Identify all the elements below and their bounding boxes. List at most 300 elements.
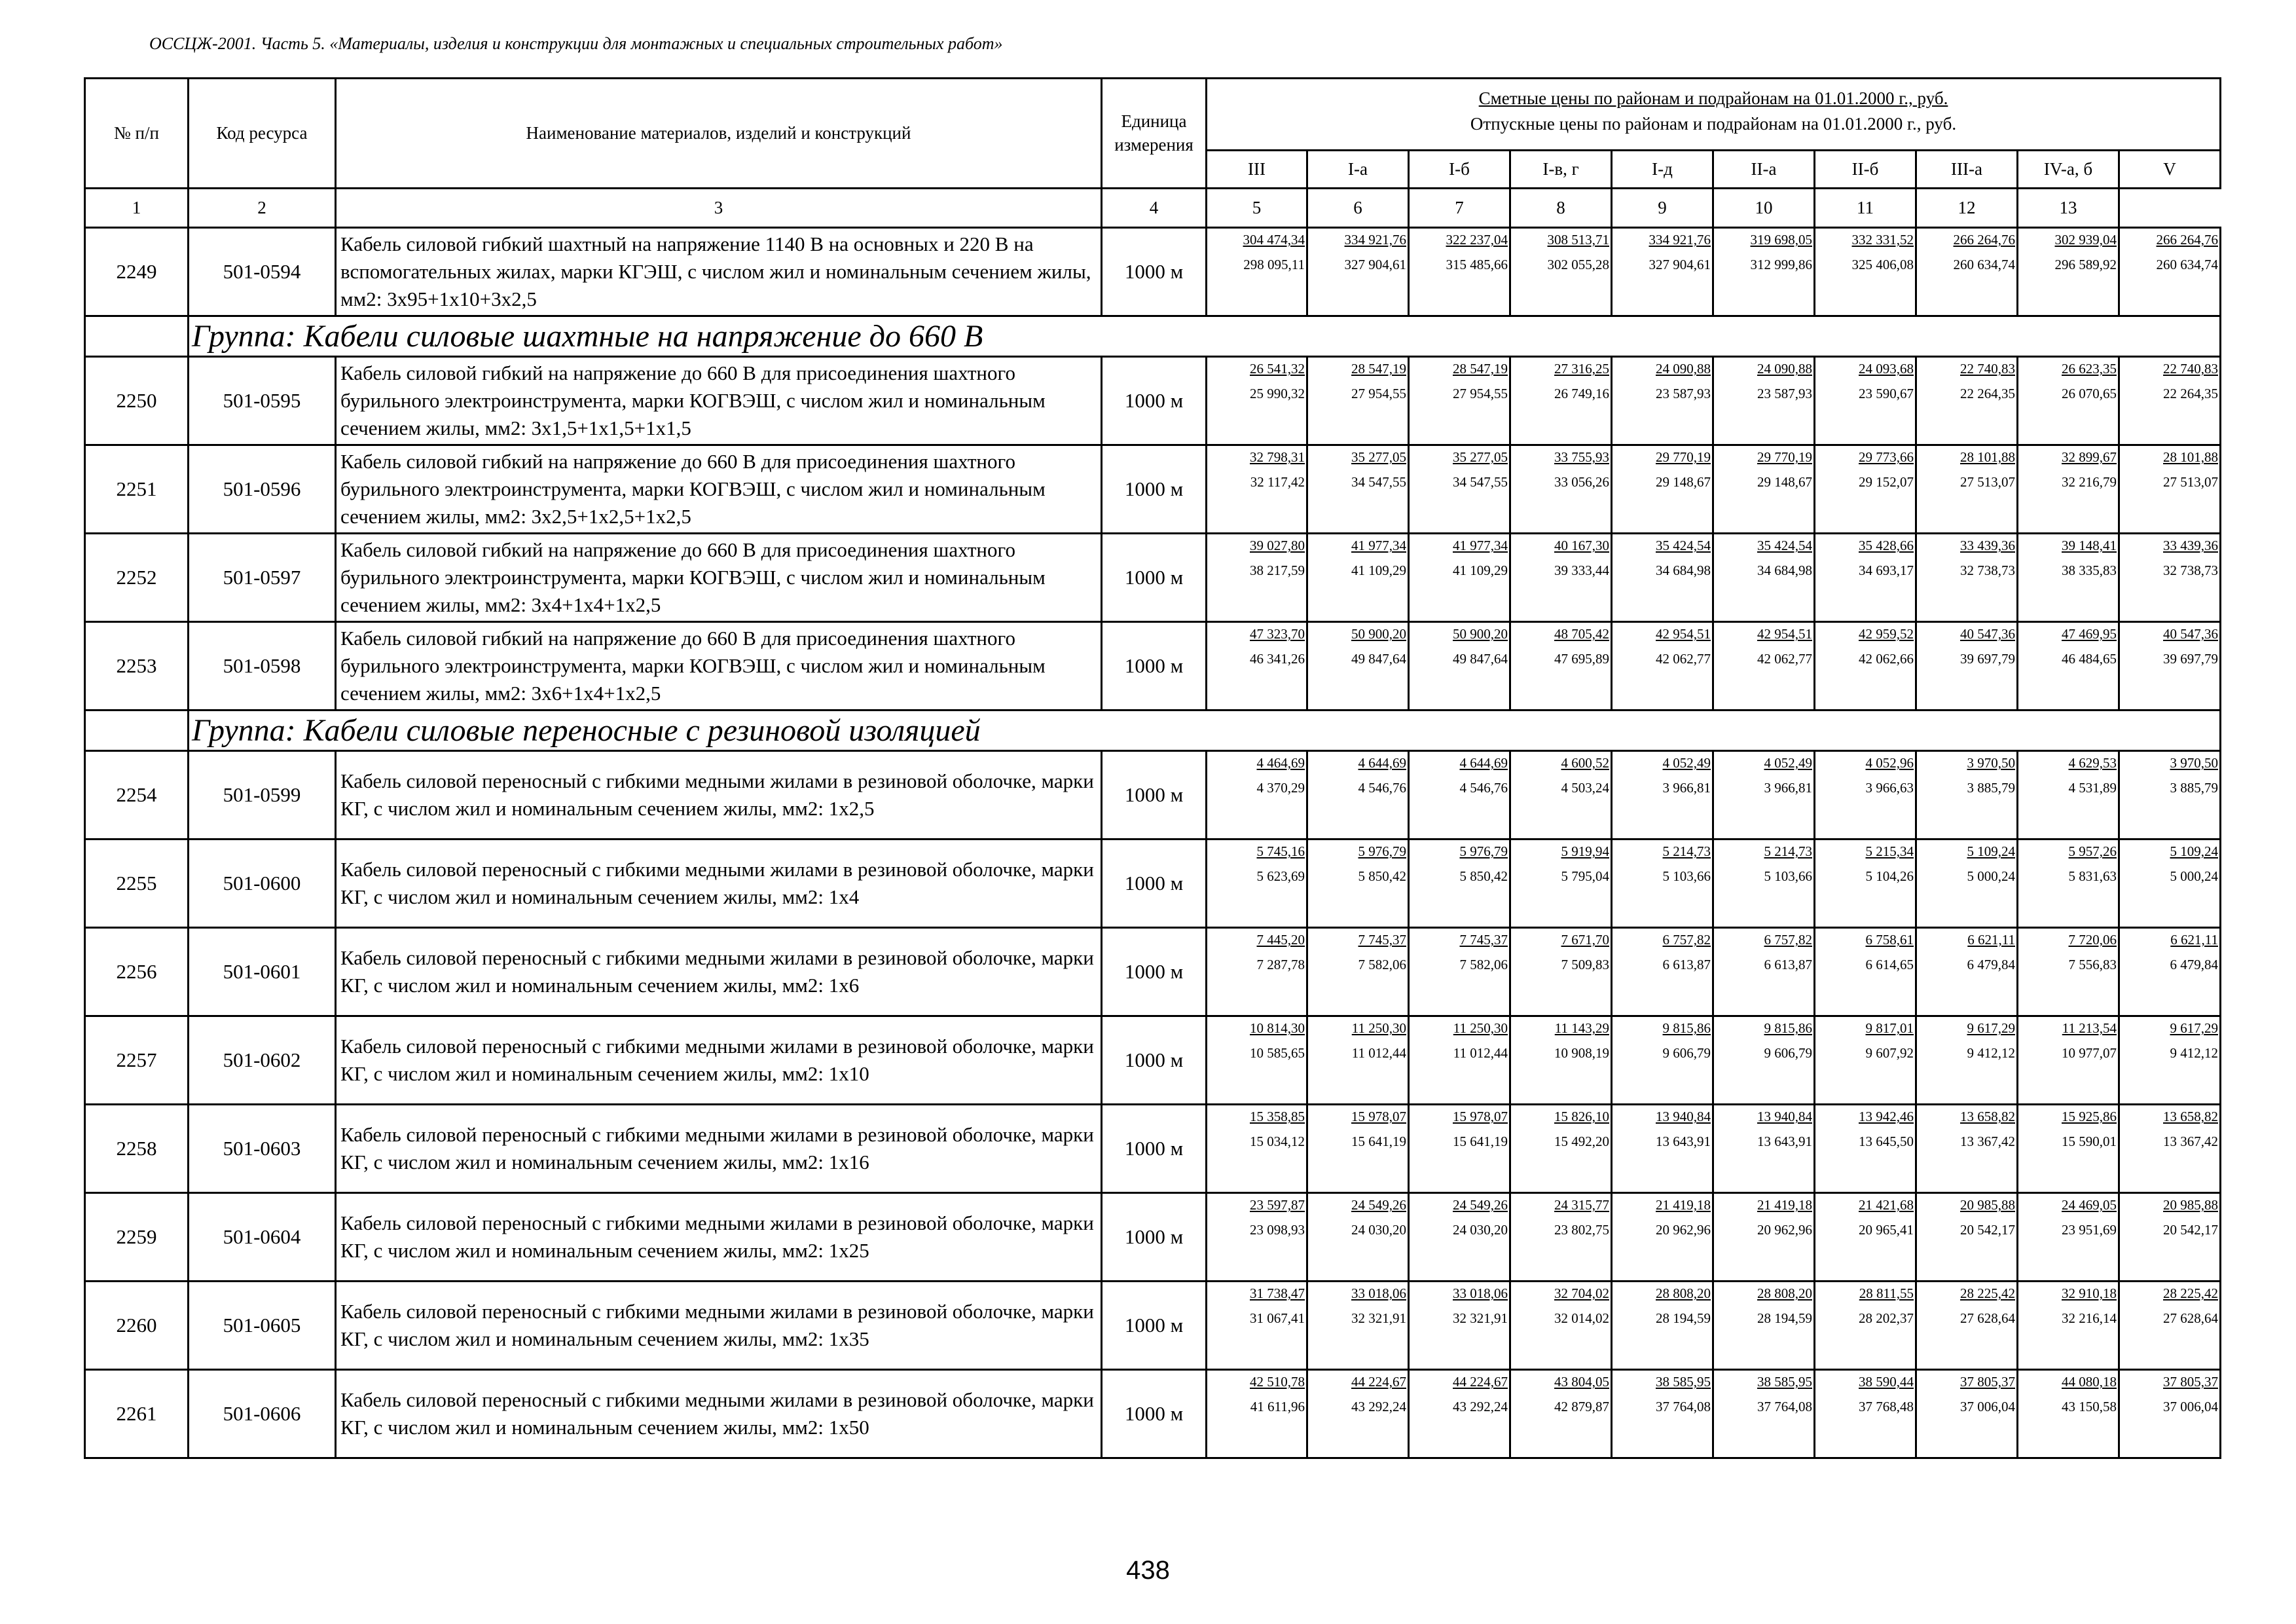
estimated-price: 28 808,20 xyxy=(1757,1285,1812,1301)
estimated-price: 24 090,88 xyxy=(1656,361,1711,377)
price-cell xyxy=(1510,228,1612,316)
document-header: ОССЦЖ-2001. Часть 5. «Материалы, изделия и конструкции для монтажных и специальных строительных работ» xyxy=(149,34,1003,53)
wholesale-price: 23 590,67 xyxy=(1859,386,1914,401)
item-number: 2260 xyxy=(85,1282,189,1370)
wholesale-price: 5 795,04 xyxy=(1561,868,1609,884)
column-number: 10 xyxy=(1713,189,1815,228)
wholesale-price: 5 103,66 xyxy=(1764,868,1812,884)
price-cell xyxy=(2018,445,2119,534)
wholesale-price: 34 547,55 xyxy=(1351,474,1406,490)
estimated-price: 32 704,02 xyxy=(1554,1285,1609,1301)
table-row xyxy=(85,1016,2221,1105)
estimated-price: 322 237,04 xyxy=(1446,232,1508,248)
estimated-price: 42 954,51 xyxy=(1757,626,1812,642)
estimated-price: 11 143,29 xyxy=(1554,1020,1609,1036)
estimated-price: 23 597,87 xyxy=(1250,1197,1305,1213)
price-cell xyxy=(2119,1370,2221,1458)
estimated-price: 38 590,44 xyxy=(1859,1374,1914,1390)
header-name: Наименование материалов, изделий и конструкций xyxy=(336,79,1102,189)
wholesale-price: 37 764,08 xyxy=(1757,1399,1812,1414)
price-cell xyxy=(1409,928,1510,1016)
estimated-price: 37 805,37 xyxy=(1960,1374,2015,1390)
wholesale-price: 13 367,42 xyxy=(1960,1134,2015,1149)
estimated-price: 24 315,77 xyxy=(1554,1197,1609,1213)
wholesale-price: 6 479,84 xyxy=(1967,957,2015,972)
wholesale-price: 5 000,24 xyxy=(1967,868,2015,884)
estimated-price: 21 419,18 xyxy=(1757,1197,1812,1213)
price-cell xyxy=(2119,1193,2221,1282)
wholesale-price: 20 962,96 xyxy=(1757,1222,1812,1238)
wholesale-price: 298 095,11 xyxy=(1243,257,1305,272)
estimated-price: 37 805,37 xyxy=(2163,1374,2218,1390)
table-row xyxy=(85,928,2221,1016)
item-number: 2258 xyxy=(85,1105,189,1193)
item-name: Кабель силовой гибкий шахтный на напряжение 1140 В на основных и 220 В на вспомогательных жилах, марки КГЭШ, с числом жил и номинальным сечением жилы, мм2: 3х95+1х10+3х2,5 xyxy=(336,228,1102,316)
item-name: Кабель силовой переносный с гибкими медными жилами в резиновой оболочке, марки КГ, с числом жил и номинальным сечением жилы, мм2: 1х50 xyxy=(336,1370,1102,1458)
price-cell xyxy=(1409,1016,1510,1105)
wholesale-price: 26 749,16 xyxy=(1554,386,1609,401)
estimated-price: 39 027,80 xyxy=(1250,538,1305,553)
resource-code: 501-0601 xyxy=(189,928,336,1016)
price-cell xyxy=(2119,622,2221,710)
estimated-price: 42 959,52 xyxy=(1859,626,1914,642)
item-name: Кабель силовой гибкий на напряжение до 660 В для присоединения шахтного бурильного электроинструмента, марки КОГВЭШ, с числом жил и номинальным сечением жилы, мм2: 3х6+1х4+1х2,5 xyxy=(336,622,1102,710)
estimated-price: 33 018,06 xyxy=(1453,1285,1508,1301)
wholesale-price: 43 292,24 xyxy=(1351,1399,1406,1414)
estimated-price: 40 167,30 xyxy=(1554,538,1609,553)
wholesale-price: 20 965,41 xyxy=(1859,1222,1914,1238)
price-cell xyxy=(1207,228,1307,316)
wholesale-price: 9 606,79 xyxy=(1662,1045,1711,1061)
estimated-price: 334 921,76 xyxy=(1344,232,1406,248)
price-cell xyxy=(1409,1282,1510,1370)
wholesale-price: 23 587,93 xyxy=(1656,386,1711,401)
region-header: I-в, г xyxy=(1510,151,1612,189)
wholesale-price: 5 831,63 xyxy=(2068,868,2117,884)
price-cell xyxy=(1815,357,1916,445)
price-cell xyxy=(1307,1282,1409,1370)
price-cell xyxy=(1409,357,1510,445)
price-cell xyxy=(2018,622,2119,710)
price-cell xyxy=(1916,1105,2018,1193)
price-cell xyxy=(1207,928,1307,1016)
price-cell xyxy=(1510,534,1612,622)
wholesale-price: 49 847,64 xyxy=(1351,651,1406,667)
estimated-price: 35 424,54 xyxy=(1656,538,1711,553)
estimated-price: 20 985,88 xyxy=(2163,1197,2218,1213)
estimated-price: 15 826,10 xyxy=(1554,1109,1609,1124)
unit: 1000 м xyxy=(1102,1105,1207,1193)
price-cell xyxy=(1510,622,1612,710)
wholesale-price: 32 014,02 xyxy=(1554,1310,1609,1326)
column-number: 4 xyxy=(1102,189,1207,228)
price-cell xyxy=(2119,1016,2221,1105)
price-cell xyxy=(2018,1105,2119,1193)
estimated-price: 26 623,35 xyxy=(2062,361,2117,377)
estimated-price: 7 445,20 xyxy=(1256,932,1305,948)
price-cell xyxy=(1713,534,1815,622)
page-number: 438 xyxy=(1126,1556,1170,1585)
price-cell xyxy=(1307,928,1409,1016)
wholesale-price: 28 194,59 xyxy=(1757,1310,1812,1326)
wholesale-price: 15 641,19 xyxy=(1453,1134,1508,1149)
estimated-price: 5 109,24 xyxy=(1967,843,2015,859)
estimated-price: 40 547,36 xyxy=(2163,626,2218,642)
header-code: Код ресурса xyxy=(189,79,336,189)
wholesale-price: 325 406,08 xyxy=(1851,257,1914,272)
estimated-price: 33 439,36 xyxy=(2163,538,2218,553)
estimated-price: 41 977,34 xyxy=(1453,538,1508,553)
price-cell xyxy=(1815,228,1916,316)
wholesale-price: 7 582,06 xyxy=(1358,957,1406,972)
price-cell xyxy=(1510,928,1612,1016)
wholesale-price: 37 768,48 xyxy=(1859,1399,1914,1414)
wholesale-price: 23 802,75 xyxy=(1554,1222,1609,1238)
wholesale-price: 34 693,17 xyxy=(1859,563,1914,578)
table-row xyxy=(85,357,2221,445)
item-number: 2257 xyxy=(85,1016,189,1105)
estimated-price: 13 658,82 xyxy=(1960,1109,2015,1124)
estimated-price: 13 658,82 xyxy=(2163,1109,2218,1124)
header-unit: Единица измерения xyxy=(1102,79,1207,189)
wholesale-price: 43 150,58 xyxy=(2062,1399,2117,1414)
estimated-price: 13 942,46 xyxy=(1859,1109,1914,1124)
price-cell xyxy=(1612,445,1713,534)
estimated-price: 9 815,86 xyxy=(1662,1020,1711,1036)
estimated-price: 11 250,30 xyxy=(1351,1020,1406,1036)
wholesale-price: 24 030,20 xyxy=(1351,1222,1406,1238)
wholesale-price: 7 556,83 xyxy=(2068,957,2117,972)
estimated-price: 308 513,71 xyxy=(1547,232,1609,248)
resource-code: 501-0604 xyxy=(189,1193,336,1282)
estimated-price: 9 815,86 xyxy=(1764,1020,1812,1036)
wholesale-price: 34 547,55 xyxy=(1453,474,1508,490)
price-cell xyxy=(1207,751,1307,840)
wholesale-price: 5 104,26 xyxy=(1865,868,1914,884)
wholesale-price: 11 012,44 xyxy=(1351,1045,1406,1061)
price-cell xyxy=(1612,751,1713,840)
estimated-price: 44 080,18 xyxy=(2062,1374,2117,1390)
estimated-price: 28 101,88 xyxy=(2163,449,2218,465)
wholesale-price: 5 103,66 xyxy=(1662,868,1711,884)
wholesale-price: 302 055,28 xyxy=(1547,257,1609,272)
wholesale-price: 20 542,17 xyxy=(2163,1222,2218,1238)
unit: 1000 м xyxy=(1102,1370,1207,1458)
price-cell xyxy=(1510,1193,1612,1282)
estimated-price: 33 439,36 xyxy=(1960,538,2015,553)
price-cell xyxy=(2018,1016,2119,1105)
item-number: 2249 xyxy=(85,228,189,316)
estimated-price: 24 549,26 xyxy=(1351,1197,1406,1213)
wholesale-price: 42 062,66 xyxy=(1859,651,1914,667)
wholesale-price: 38 217,59 xyxy=(1250,563,1305,578)
wholesale-price: 4 503,24 xyxy=(1561,780,1609,796)
resource-code: 501-0598 xyxy=(189,622,336,710)
table-row xyxy=(85,534,2221,622)
price-cell xyxy=(1409,228,1510,316)
column-number: 2 xyxy=(189,189,336,228)
estimated-price: 28 225,42 xyxy=(2163,1285,2218,1301)
wholesale-price: 32 321,91 xyxy=(1351,1310,1406,1326)
estimated-price: 5 214,73 xyxy=(1662,843,1711,859)
wholesale-price: 26 070,65 xyxy=(2062,386,2117,401)
table-row xyxy=(85,228,2221,316)
price-cell xyxy=(1815,534,1916,622)
item-name: Кабель силовой гибкий на напряжение до 660 В для присоединения шахтного бурильного электроинструмента, марки КОГВЭШ, с числом жил и номинальным сечением жилы, мм2: 3х1,5+1х1,5+1х1,5 xyxy=(336,357,1102,445)
estimated-price: 24 090,88 xyxy=(1757,361,1812,377)
item-name: Кабель силовой переносный с гибкими медными жилами в резиновой оболочке, марки КГ, с числом жил и номинальным сечением жилы, мм2: 1х2,5 xyxy=(336,751,1102,840)
estimated-price: 334 921,76 xyxy=(1649,232,1711,248)
price-cell xyxy=(1815,1282,1916,1370)
estimated-price: 39 148,41 xyxy=(2062,538,2117,553)
estimated-price: 47 323,70 xyxy=(1250,626,1305,642)
price-cell xyxy=(1510,445,1612,534)
wholesale-price: 13 645,50 xyxy=(1859,1134,1914,1149)
estimated-price: 21 421,68 xyxy=(1859,1197,1914,1213)
price-cell xyxy=(1612,1105,1713,1193)
item-number: 2255 xyxy=(85,840,189,928)
wholesale-price: 7 287,78 xyxy=(1256,957,1305,972)
column-number: 13 xyxy=(2018,189,2119,228)
unit: 1000 м xyxy=(1102,534,1207,622)
price-cell xyxy=(1307,228,1409,316)
price-cell xyxy=(1207,1016,1307,1105)
table-row xyxy=(85,1370,2221,1458)
wholesale-price: 3 966,81 xyxy=(1662,780,1711,796)
header-prices-sub: Отпускные цены по районам и подрайонам на 01.01.2000 г., руб. xyxy=(1470,114,1957,134)
item-name: Кабель силовой переносный с гибкими медными жилами в резиновой оболочке, марки КГ, с числом жил и номинальным сечением жилы, мм2: 1х25 xyxy=(336,1193,1102,1282)
wholesale-price: 15 034,12 xyxy=(1250,1134,1305,1149)
price-cell xyxy=(1510,357,1612,445)
price-cell xyxy=(1207,622,1307,710)
wholesale-price: 10 908,19 xyxy=(1554,1045,1609,1061)
wholesale-price: 39 333,44 xyxy=(1554,563,1609,578)
price-cell xyxy=(1307,1193,1409,1282)
estimated-price: 20 985,88 xyxy=(1960,1197,2015,1213)
price-cell xyxy=(2119,534,2221,622)
wholesale-price: 27 628,64 xyxy=(1960,1310,2015,1326)
price-cell xyxy=(1612,228,1713,316)
estimated-price: 15 978,07 xyxy=(1351,1109,1406,1124)
estimated-price: 15 358,85 xyxy=(1250,1109,1305,1124)
item-number: 2261 xyxy=(85,1370,189,1458)
price-cell xyxy=(1510,840,1612,928)
price-cell xyxy=(2119,1282,2221,1370)
price-cell xyxy=(1612,357,1713,445)
estimated-price: 28 811,55 xyxy=(1859,1285,1914,1301)
estimated-price: 47 469,95 xyxy=(2062,626,2117,642)
column-number: 8 xyxy=(1510,189,1612,228)
price-cell xyxy=(2018,1282,2119,1370)
price-cell xyxy=(2119,928,2221,1016)
wholesale-price: 3 885,79 xyxy=(1967,780,2015,796)
price-cell xyxy=(1510,1105,1612,1193)
estimated-price: 28 808,20 xyxy=(1656,1285,1711,1301)
estimated-price: 4 644,69 xyxy=(1358,755,1406,771)
wholesale-price: 32 216,14 xyxy=(2062,1310,2117,1326)
estimated-price: 4 052,49 xyxy=(1662,755,1711,771)
column-number: 6 xyxy=(1307,189,1409,228)
wholesale-price: 9 412,12 xyxy=(2170,1045,2218,1061)
estimated-price: 4 052,96 xyxy=(1865,755,1914,771)
resource-code: 501-0599 xyxy=(189,751,336,840)
resource-code: 501-0605 xyxy=(189,1282,336,1370)
wholesale-price: 15 492,20 xyxy=(1554,1134,1609,1149)
estimated-price: 43 804,05 xyxy=(1554,1374,1609,1390)
wholesale-price: 37 006,04 xyxy=(2163,1399,2218,1414)
column-number: 11 xyxy=(1815,189,1916,228)
estimated-price: 13 940,84 xyxy=(1656,1109,1711,1124)
item-number: 2256 xyxy=(85,928,189,1016)
estimated-price: 11 250,30 xyxy=(1453,1020,1508,1036)
price-cell xyxy=(2119,1105,2221,1193)
estimated-price: 28 547,19 xyxy=(1351,361,1406,377)
estimated-price: 28 547,19 xyxy=(1453,361,1508,377)
wholesale-price: 260 634,74 xyxy=(1953,257,2015,272)
wholesale-price: 37 006,04 xyxy=(1960,1399,2015,1414)
price-cell xyxy=(1207,357,1307,445)
header-prices-main: Сметные цены по районам и подрайонам на 01.01.2000 г., руб. xyxy=(1478,88,1948,108)
group-row xyxy=(85,316,2221,357)
price-cell xyxy=(1409,1105,1510,1193)
estimated-price: 33 755,93 xyxy=(1554,449,1609,465)
wholesale-price: 9 606,79 xyxy=(1764,1045,1812,1061)
wholesale-price: 33 056,26 xyxy=(1554,474,1609,490)
table-row xyxy=(85,840,2221,928)
price-cell xyxy=(2018,534,2119,622)
unit: 1000 м xyxy=(1102,622,1207,710)
wholesale-price: 9 607,92 xyxy=(1865,1045,1914,1061)
price-cell xyxy=(1207,1282,1307,1370)
wholesale-price: 28 194,59 xyxy=(1656,1310,1711,1326)
wholesale-price: 46 484,65 xyxy=(2062,651,2117,667)
estimated-price: 28 225,42 xyxy=(1960,1285,2015,1301)
group-row xyxy=(85,710,2221,751)
unit: 1000 м xyxy=(1102,1193,1207,1282)
wholesale-price: 5 850,42 xyxy=(1358,868,1406,884)
estimated-price: 13 940,84 xyxy=(1757,1109,1812,1124)
price-cell xyxy=(1916,357,2018,445)
price-cell xyxy=(1713,1105,1815,1193)
table-row xyxy=(85,1105,2221,1193)
estimated-price: 3 970,50 xyxy=(2170,755,2218,771)
region-header: V xyxy=(2119,151,2221,189)
price-cell xyxy=(1612,1370,1713,1458)
wholesale-price: 327 904,61 xyxy=(1649,257,1711,272)
wholesale-price: 43 292,24 xyxy=(1453,1399,1508,1414)
price-cell xyxy=(1409,1193,1510,1282)
wholesale-price: 20 542,17 xyxy=(1960,1222,2015,1238)
wholesale-price: 32 216,79 xyxy=(2062,474,2117,490)
estimated-price: 48 705,42 xyxy=(1554,626,1609,642)
estimated-price: 29 770,19 xyxy=(1656,449,1711,465)
price-cell xyxy=(1815,1193,1916,1282)
estimated-price: 50 900,20 xyxy=(1453,626,1508,642)
region-header: IV-а, б xyxy=(2018,151,2119,189)
wholesale-price: 32 738,73 xyxy=(1960,563,2015,578)
unit: 1000 м xyxy=(1102,228,1207,316)
price-cell xyxy=(1307,445,1409,534)
estimated-price: 40 547,36 xyxy=(1960,626,2015,642)
price-cell xyxy=(1612,1282,1713,1370)
estimated-price: 44 224,67 xyxy=(1453,1374,1508,1390)
estimated-price: 7 720,06 xyxy=(2068,932,2117,948)
wholesale-price: 327 904,61 xyxy=(1344,257,1406,272)
group-spacer xyxy=(85,316,189,357)
unit: 1000 м xyxy=(1102,751,1207,840)
column-numbers-row xyxy=(85,189,2221,228)
wholesale-price: 23 098,93 xyxy=(1250,1222,1305,1238)
estimated-price: 11 213,54 xyxy=(2062,1020,2117,1036)
wholesale-price: 6 614,65 xyxy=(1865,957,1914,972)
wholesale-price: 6 613,87 xyxy=(1764,957,1812,972)
price-cell xyxy=(1510,1016,1612,1105)
wholesale-price: 41 109,29 xyxy=(1351,563,1406,578)
price-cell xyxy=(1916,840,2018,928)
estimated-price: 9 817,01 xyxy=(1865,1020,1914,1036)
item-number: 2253 xyxy=(85,622,189,710)
region-header: I-а xyxy=(1307,151,1409,189)
price-cell xyxy=(2018,1193,2119,1282)
wholesale-price: 11 012,44 xyxy=(1453,1045,1508,1061)
wholesale-price: 4 546,76 xyxy=(1459,780,1508,796)
unit: 1000 м xyxy=(1102,1016,1207,1105)
estimated-price: 28 101,88 xyxy=(1960,449,2015,465)
wholesale-price: 32 321,91 xyxy=(1453,1310,1508,1326)
price-cell xyxy=(1916,1193,2018,1282)
estimated-price: 319 698,05 xyxy=(1750,232,1812,248)
estimated-price: 29 773,66 xyxy=(1859,449,1914,465)
wholesale-price: 39 697,79 xyxy=(1960,651,2015,667)
wholesale-price: 27 513,07 xyxy=(2163,474,2218,490)
estimated-price: 4 464,69 xyxy=(1256,755,1305,771)
wholesale-price: 315 485,66 xyxy=(1446,257,1508,272)
estimated-price: 302 939,04 xyxy=(2054,232,2117,248)
estimated-price: 35 277,05 xyxy=(1453,449,1508,465)
estimated-price: 22 740,83 xyxy=(2163,361,2218,377)
price-cell xyxy=(1916,928,2018,1016)
estimated-price: 32 798,31 xyxy=(1250,449,1305,465)
wholesale-price: 5 623,69 xyxy=(1256,868,1305,884)
wholesale-price: 32 738,73 xyxy=(2163,563,2218,578)
wholesale-price: 37 764,08 xyxy=(1656,1399,1711,1414)
region-header: II-б xyxy=(1815,151,1916,189)
price-cell xyxy=(1713,1370,1815,1458)
wholesale-price: 25 990,32 xyxy=(1250,386,1305,401)
estimated-price: 6 757,82 xyxy=(1764,932,1812,948)
item-name: Кабель силовой переносный с гибкими медными жилами в резиновой оболочке, марки КГ, с числом жил и номинальным сечением жилы, мм2: 1х4 xyxy=(336,840,1102,928)
unit: 1000 м xyxy=(1102,840,1207,928)
resource-code: 501-0594 xyxy=(189,228,336,316)
estimated-price: 5 957,26 xyxy=(2068,843,2117,859)
estimated-price: 15 925,86 xyxy=(2062,1109,2117,1124)
wholesale-price: 10 585,65 xyxy=(1250,1045,1305,1061)
wholesale-price: 32 117,42 xyxy=(1250,474,1305,490)
estimated-price: 5 214,73 xyxy=(1764,843,1812,859)
estimated-price: 266 264,76 xyxy=(2156,232,2218,248)
group-title: Группа: Кабели силовые шахтные на напряжение до 660 В xyxy=(189,316,2221,357)
region-header: II-а xyxy=(1713,151,1815,189)
table-row xyxy=(85,1193,2221,1282)
wholesale-price: 3 966,63 xyxy=(1865,780,1914,796)
estimated-price: 21 419,18 xyxy=(1656,1197,1711,1213)
wholesale-price: 3 885,79 xyxy=(2170,780,2218,796)
estimated-price: 41 977,34 xyxy=(1351,538,1406,553)
estimated-price: 7 745,37 xyxy=(1358,932,1406,948)
wholesale-price: 39 697,79 xyxy=(2163,651,2218,667)
wholesale-price: 6 613,87 xyxy=(1662,957,1711,972)
price-cell xyxy=(1207,534,1307,622)
